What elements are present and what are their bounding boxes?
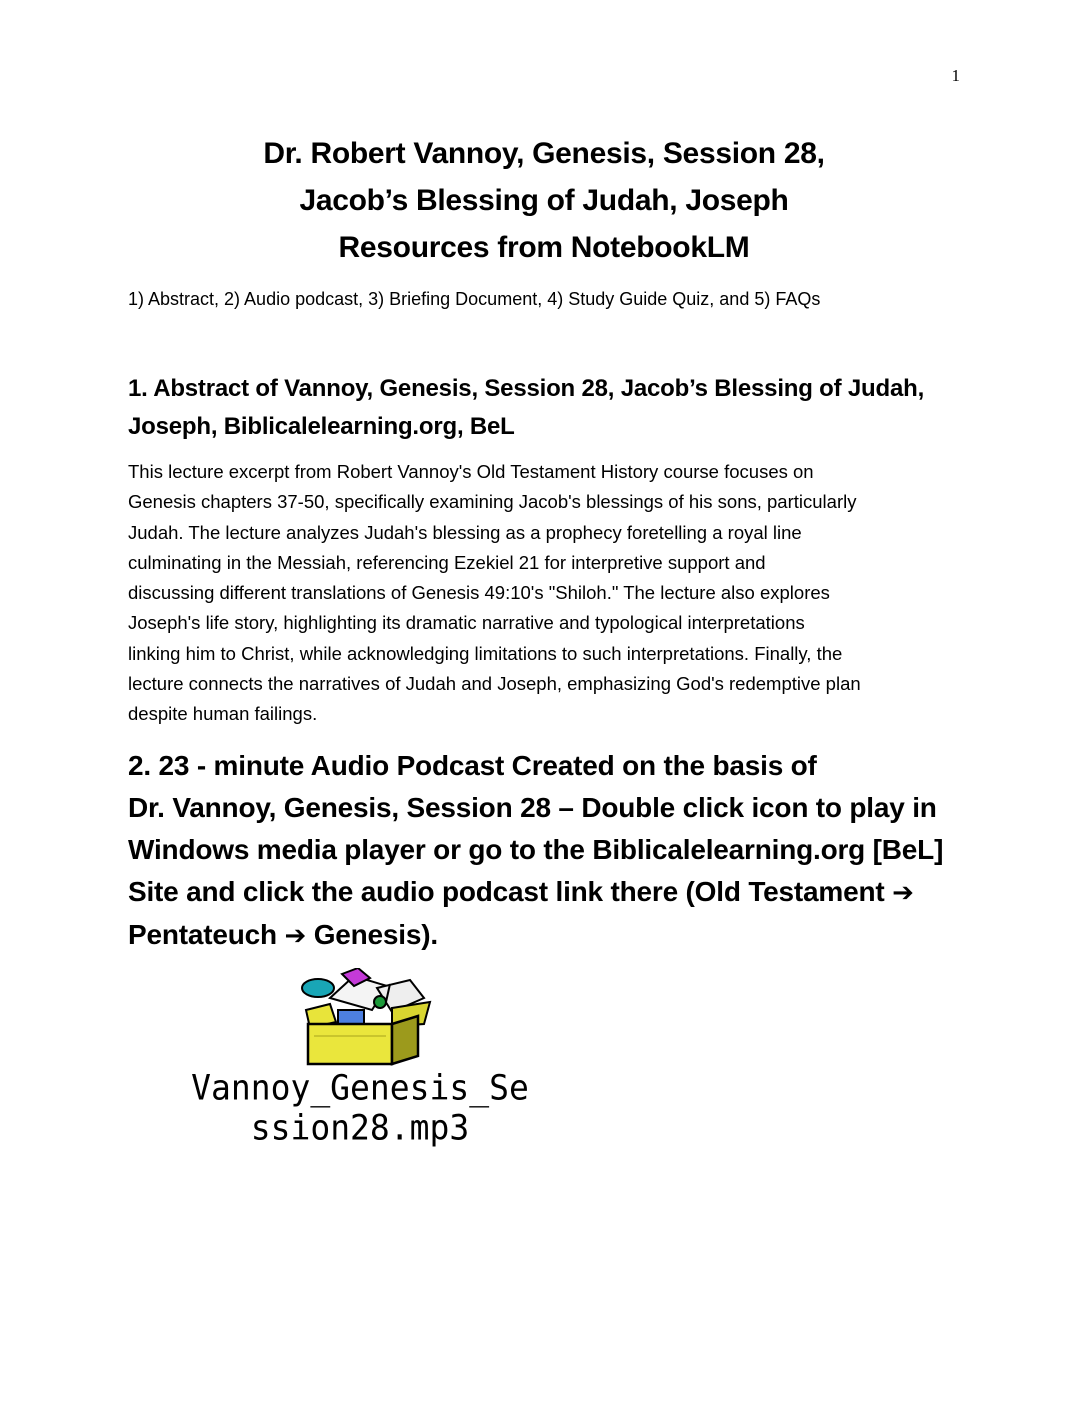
abstract-line: Genesis chapters 37-50, specifically examining Jacob's blessings of his sons, particularly	[128, 491, 857, 513]
package-audio-icon[interactable]	[292, 968, 442, 1068]
podcast-line-2: Dr. Vannoy, Genesis, Session 28 – Double click icon to play in	[128, 792, 937, 823]
right-arrow-icon: ➔	[284, 921, 307, 951]
title-line-1: Dr. Robert Vannoy, Genesis, Session 28,	[263, 137, 825, 170]
title-line-3: Resources from NotebookLM	[338, 231, 750, 264]
podcast-line-5	[128, 914, 958, 957]
abstract-line: lecture connects the narratives of Judah and Joseph, emphasizing God's redemptive plan	[128, 673, 861, 695]
abstract-line: culminating in the Messiah, referencing Ezekiel 21 for interpretive support and	[128, 551, 766, 573]
page-title	[0, 130, 1088, 271]
right-arrow-icon: ➔	[892, 878, 914, 908]
podcast-line-4-text: Site and click the audio podcast link there (Old Testament	[128, 876, 893, 907]
abstract-line: linking him to Christ, while acknowledging limitations to such interpretations. Finally, the	[128, 642, 843, 664]
contents-line: 1) Abstract, 2) Audio podcast, 3) Briefing Document, 4) Study Guide Quiz, and 5) FAQs	[128, 289, 821, 309]
title-line-2: Jacob’s Blessing of Judah, Joseph	[299, 184, 789, 217]
podcast-line-1: 2. 23 - minute Audio Podcast Created on the basis of	[128, 750, 817, 781]
podcast-line-3: Windows media player or go to the Biblicalelearning.org [BeL]	[128, 834, 944, 865]
abstract-line: despite human failings.	[128, 703, 318, 725]
abstract-line: This lecture excerpt from Robert Vannoy's Old Testament History course focuses on	[128, 461, 814, 482]
podcast-heading	[128, 745, 958, 957]
abstract-line: Joseph's life story, highlighting its dramatic narrative and typological interpretations	[128, 612, 805, 634]
audio-file-label[interactable]	[110, 1068, 610, 1148]
package-icon-graphic	[292, 968, 442, 1068]
podcast-line-4	[128, 871, 958, 914]
abstract-body	[128, 457, 968, 730]
abstract-heading-line-1: 1. Abstract of Vannoy, Genesis, Session 28, Jacob’s Blessing of Judah,	[128, 375, 925, 402]
abstract-heading-line-2: Joseph, Biblicalelearning.org, BeL	[128, 413, 515, 440]
abstract-heading	[128, 370, 958, 446]
audio-file-label-line-2: ssion28.mp3	[250, 1106, 470, 1148]
abstract-line: Judah. The lecture analyzes Judah's blessing as a prophecy foretelling a royal line	[128, 521, 802, 543]
page-number: 1	[951, 66, 960, 85]
podcast-line-5-a: Pentateuch	[128, 919, 285, 950]
abstract-line: discussing different translations of Genesis 49:10's "Shiloh." The lecture also explores	[128, 582, 830, 604]
podcast-line-5-b: Genesis).	[306, 919, 438, 950]
audio-file-label-line-1: Vannoy_Genesis_Se	[191, 1067, 529, 1108]
